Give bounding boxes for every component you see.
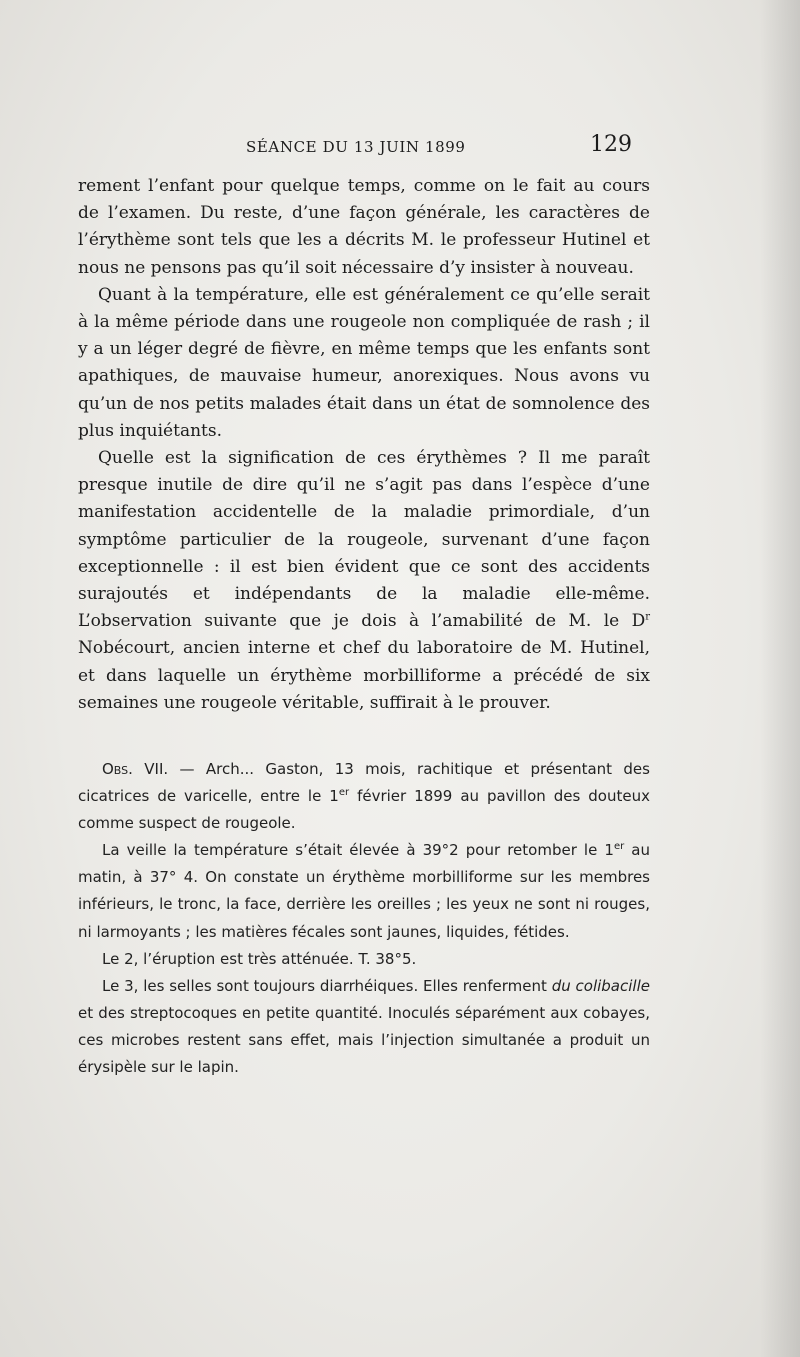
observation-paragraph-2 xyxy=(78,837,650,945)
dr-superscript: r xyxy=(645,611,650,623)
paragraph-temperature: Quant à la température, elle est généralement ce qu’elle serait à la même période dans une rougeole non compliquée de rash ; il y a un léger degré de fièvre, en même temps que les enfants sont apathiques, de mauvaise humeur, anorexiques. Nous avons vu qu’un de nos petits malades était dans un état de somnolence des plus inquiétants. xyxy=(78,284,650,441)
observation-paragraph-3: Le 2, l’éruption est très atténuée. T. 38°5. xyxy=(102,949,417,968)
observation-label: Obs. VII. xyxy=(102,760,169,778)
running-head xyxy=(78,132,632,162)
main-text xyxy=(78,173,650,717)
paragraph-signification-text: Quelle est la signification de ces érythèmes ? Il me paraît presque inutile de dire qu’il ne s’agit pas dans l’espèce d’une manifestation accidentelle de la maladie primordiale, d’un symptôme particulier de la rougeole, survenant d’une façon exceptionnelle : il est bien évident que ce sont des accidents surajoutés et indépendants de la maladie elle-même. L’observation suivante que je dois à l’amabilité de M. le D xyxy=(78,448,650,632)
observation-p2-end: au matin, à 37° 4. On constate un érythème morbilliforme sur les membres inférieurs, le tronc, la face, derrière les oreilles ; les yeux ne sont ni rouges, ni larmoyants ; les matières fécales sont jaunes, liquides, fétides. xyxy=(78,841,650,941)
observation-block xyxy=(78,756,650,1081)
paragraph-continuation: rement l’enfant pour quelque temps, comme on le fait au cours de l’examen. Du reste, d’une façon générale, les caractères de l’érythème sont tels que les a décrits M. le professeur Hutinel et nous ne pensons pas qu’il soit nécessaire d’y insister à nouveau. xyxy=(78,176,650,278)
observation-intro xyxy=(78,756,650,837)
page-number: 129 xyxy=(590,132,632,157)
observation-p2-start: La veille la température s’était élevée à 39°2 pour retomber le 1 xyxy=(102,841,614,860)
premier-superscript-2: er xyxy=(613,841,625,853)
observation-intro-text: — Arch... Gaston, 13 mois, rachitique et présentant des cicatrices de varicelle, entre le 1 xyxy=(78,760,650,806)
paragraph-signification-end: Nobécourt, ancien interne et chef du laboratoire de M. Hutinel, et dans laquelle un érythème morbilliforme a précédé de six semaines une rougeole véritable, suffirait à le prouver. xyxy=(78,638,650,713)
running-head-title: SÉANCE DU 13 JUIN 1899 xyxy=(246,138,466,156)
observation-p4-start: Le 3, les selles sont toujours diarrhéiques. Elles renferment xyxy=(102,976,547,995)
observation-p4-end: et des streptocoques en petite quantité. Inoculés séparément aux cobayes, ces microbes restent sans effet, mais l’injection simultanée a produit un érysipèle sur le lapin. xyxy=(78,1003,650,1077)
observation-paragraph-4 xyxy=(78,973,650,1081)
observation-p4-italic: du colibacille xyxy=(551,976,650,995)
observation-intro-end: février 1899 au pavillon des douteux comme suspect de rougeole. xyxy=(78,787,650,833)
premier-superscript: er xyxy=(338,787,350,799)
paragraph-signification xyxy=(78,445,650,717)
